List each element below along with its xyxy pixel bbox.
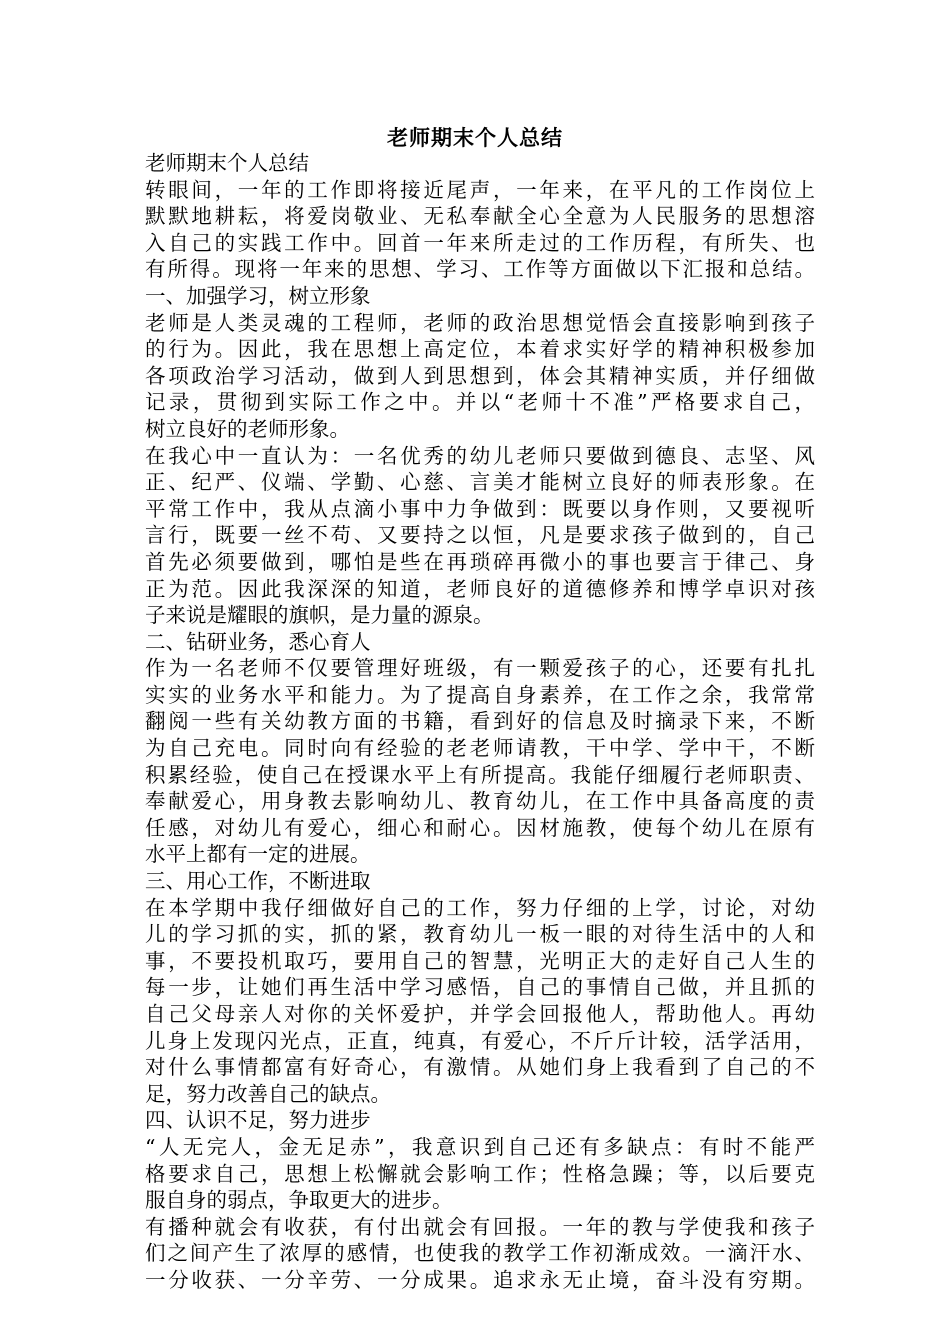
text-line: 首先必须要做到，哪怕是些在再琐碎再微小的事也要言于律己、身 — [145, 549, 815, 574]
text-line: 四、认识不足，努力进步 — [145, 1108, 371, 1133]
text-line: 转眼间，一年的工作即将接近尾声，一年来，在平凡的工作岗位上 — [145, 177, 815, 202]
text-line: 在本学期中我仔细做好自己的工作，努力仔细的上学，讨论，对幼 — [145, 895, 815, 920]
text-line: 子来说是耀眼的旗帜，是力量的源泉。 — [145, 603, 494, 628]
text-line: 记录，贯彻到实际工作之中。并以“老师十不准”严格要求自己， — [145, 390, 815, 415]
text-line: 言行，既要一丝不苟、又要持之以恒，凡是要求孩子做到的，自己 — [145, 523, 815, 548]
text-line: 三、用心工作，不断进取 — [145, 869, 371, 894]
text-line: 儿的学习抓的实，抓的紧，教育幼儿一板一眼的对待生活中的人和 — [145, 922, 815, 947]
text-line: 正为范。因此我深深的知道，老师良好的道德修养和博学卓识对孩 — [145, 576, 815, 601]
text-line: “人无完人，金无足赤”，我意识到自己还有多缺点：有时不能严 — [145, 1134, 815, 1159]
text-line: 们之间产生了浓厚的感情，也使我的教学工作初渐成效。一滴汗水、 — [145, 1241, 815, 1266]
text-line: 有所得。现将一年来的思想、学习、工作等方面做以下汇报和总结。 — [145, 257, 815, 282]
text-line: 每一步，让她们再生活中学习感悟，自己的事情自己做，并且抓的 — [145, 975, 815, 1000]
text-line: 的行为。因此，我在思想上高定位，本着求实好学的精神积极参加 — [145, 337, 815, 362]
text-line: 足，努力改善自己的缺点。 — [145, 1081, 391, 1106]
document-title: 老师期末个人总结 — [387, 125, 563, 150]
text-line: 积累经验，使自己在授课水平上有所提高。我能仔细履行老师职责、 — [145, 762, 815, 787]
text-line: 在我心中一直认为：一名优秀的幼儿老师只要做到德良、志坚、风 — [145, 443, 815, 468]
text-line: 默默地耕耘，将爱岗敬业、无私奉献全心全意为人民服务的思想溶 — [145, 204, 815, 229]
text-line: 翻阅一些有关幼教方面的书籍，看到好的信息及时摘录下来，不断 — [145, 709, 815, 734]
text-line: 实实的业务水平和能力。为了提高自身素养，在工作之余，我常常 — [145, 682, 815, 707]
text-line: 作为一名老师不仅要管理好班级，有一颗爱孩子的心，还要有扎扎 — [145, 656, 815, 681]
text-line: 老师是人类灵魂的工程师，老师的政治思想觉悟会直接影响到孩子 — [145, 310, 815, 335]
text-line: 一分收获、一分辛劳、一分成果。追求永无止境，奋斗没有穷期。 — [145, 1267, 815, 1292]
text-line: 平常工作中，我从点滴小事中力争做到：既要以身作则，又要视听 — [145, 496, 815, 521]
text-line: 正、纪严、仪端、学勤、心慈、言美才能树立良好的师表形象。在 — [145, 470, 815, 495]
document-body — [145, 150, 815, 1294]
text-line: 格要求自己，思想上松懈就会影响工作；性格急躁；等，以后要克 — [145, 1161, 815, 1186]
text-line: 有播种就会有收获，有付出就会有回报。一年的教与学使我和孩子 — [145, 1214, 815, 1239]
text-line: 自己父母亲人对你的关怀爱护，并学会回报他人，帮助他人。再幼 — [145, 1002, 815, 1026]
text-line: 服自身的弱点，争取更大的进步。 — [145, 1188, 453, 1213]
text-line: 事，不要投机取巧，要用自己的智慧，光明正大的走好自己人生的 — [145, 948, 815, 973]
text-line: 入自己的实践工作中。回首一年来所走过的工作历程，有所失、也 — [145, 230, 815, 255]
text-line: 水平上都有一定的进展。 — [145, 842, 371, 867]
text-line: 为自己充电。同时向有经验的老老师请教，干中学、学中干，不断 — [145, 736, 815, 761]
text-line: 对什么事情都富有好奇心，有激情。从她们身上我看到了自己的不 — [145, 1055, 815, 1080]
text-line: 二、钻研业务，悉心育人 — [145, 629, 371, 654]
text-line: 任感，对幼儿有爱心，细心和耐心。因材施教，使每个幼儿在原有 — [145, 815, 815, 840]
text-line: 树立良好的老师形象。 — [145, 416, 350, 441]
text-line: 儿身上发现闪光点，正直，纯真，有爱心，不斤斤计较，活学活用， — [145, 1028, 815, 1053]
text-line: 老师期末个人总结 — [145, 151, 309, 175]
text-line: 各项政治学习活动，做到人到思想到，体会其精神实质，并仔细做 — [145, 363, 815, 388]
text-line: 一、加强学习，树立形象 — [145, 283, 371, 308]
text-line: 奉献爱心，用身教去影响幼儿、教育幼儿，在工作中具备高度的责 — [145, 789, 815, 814]
